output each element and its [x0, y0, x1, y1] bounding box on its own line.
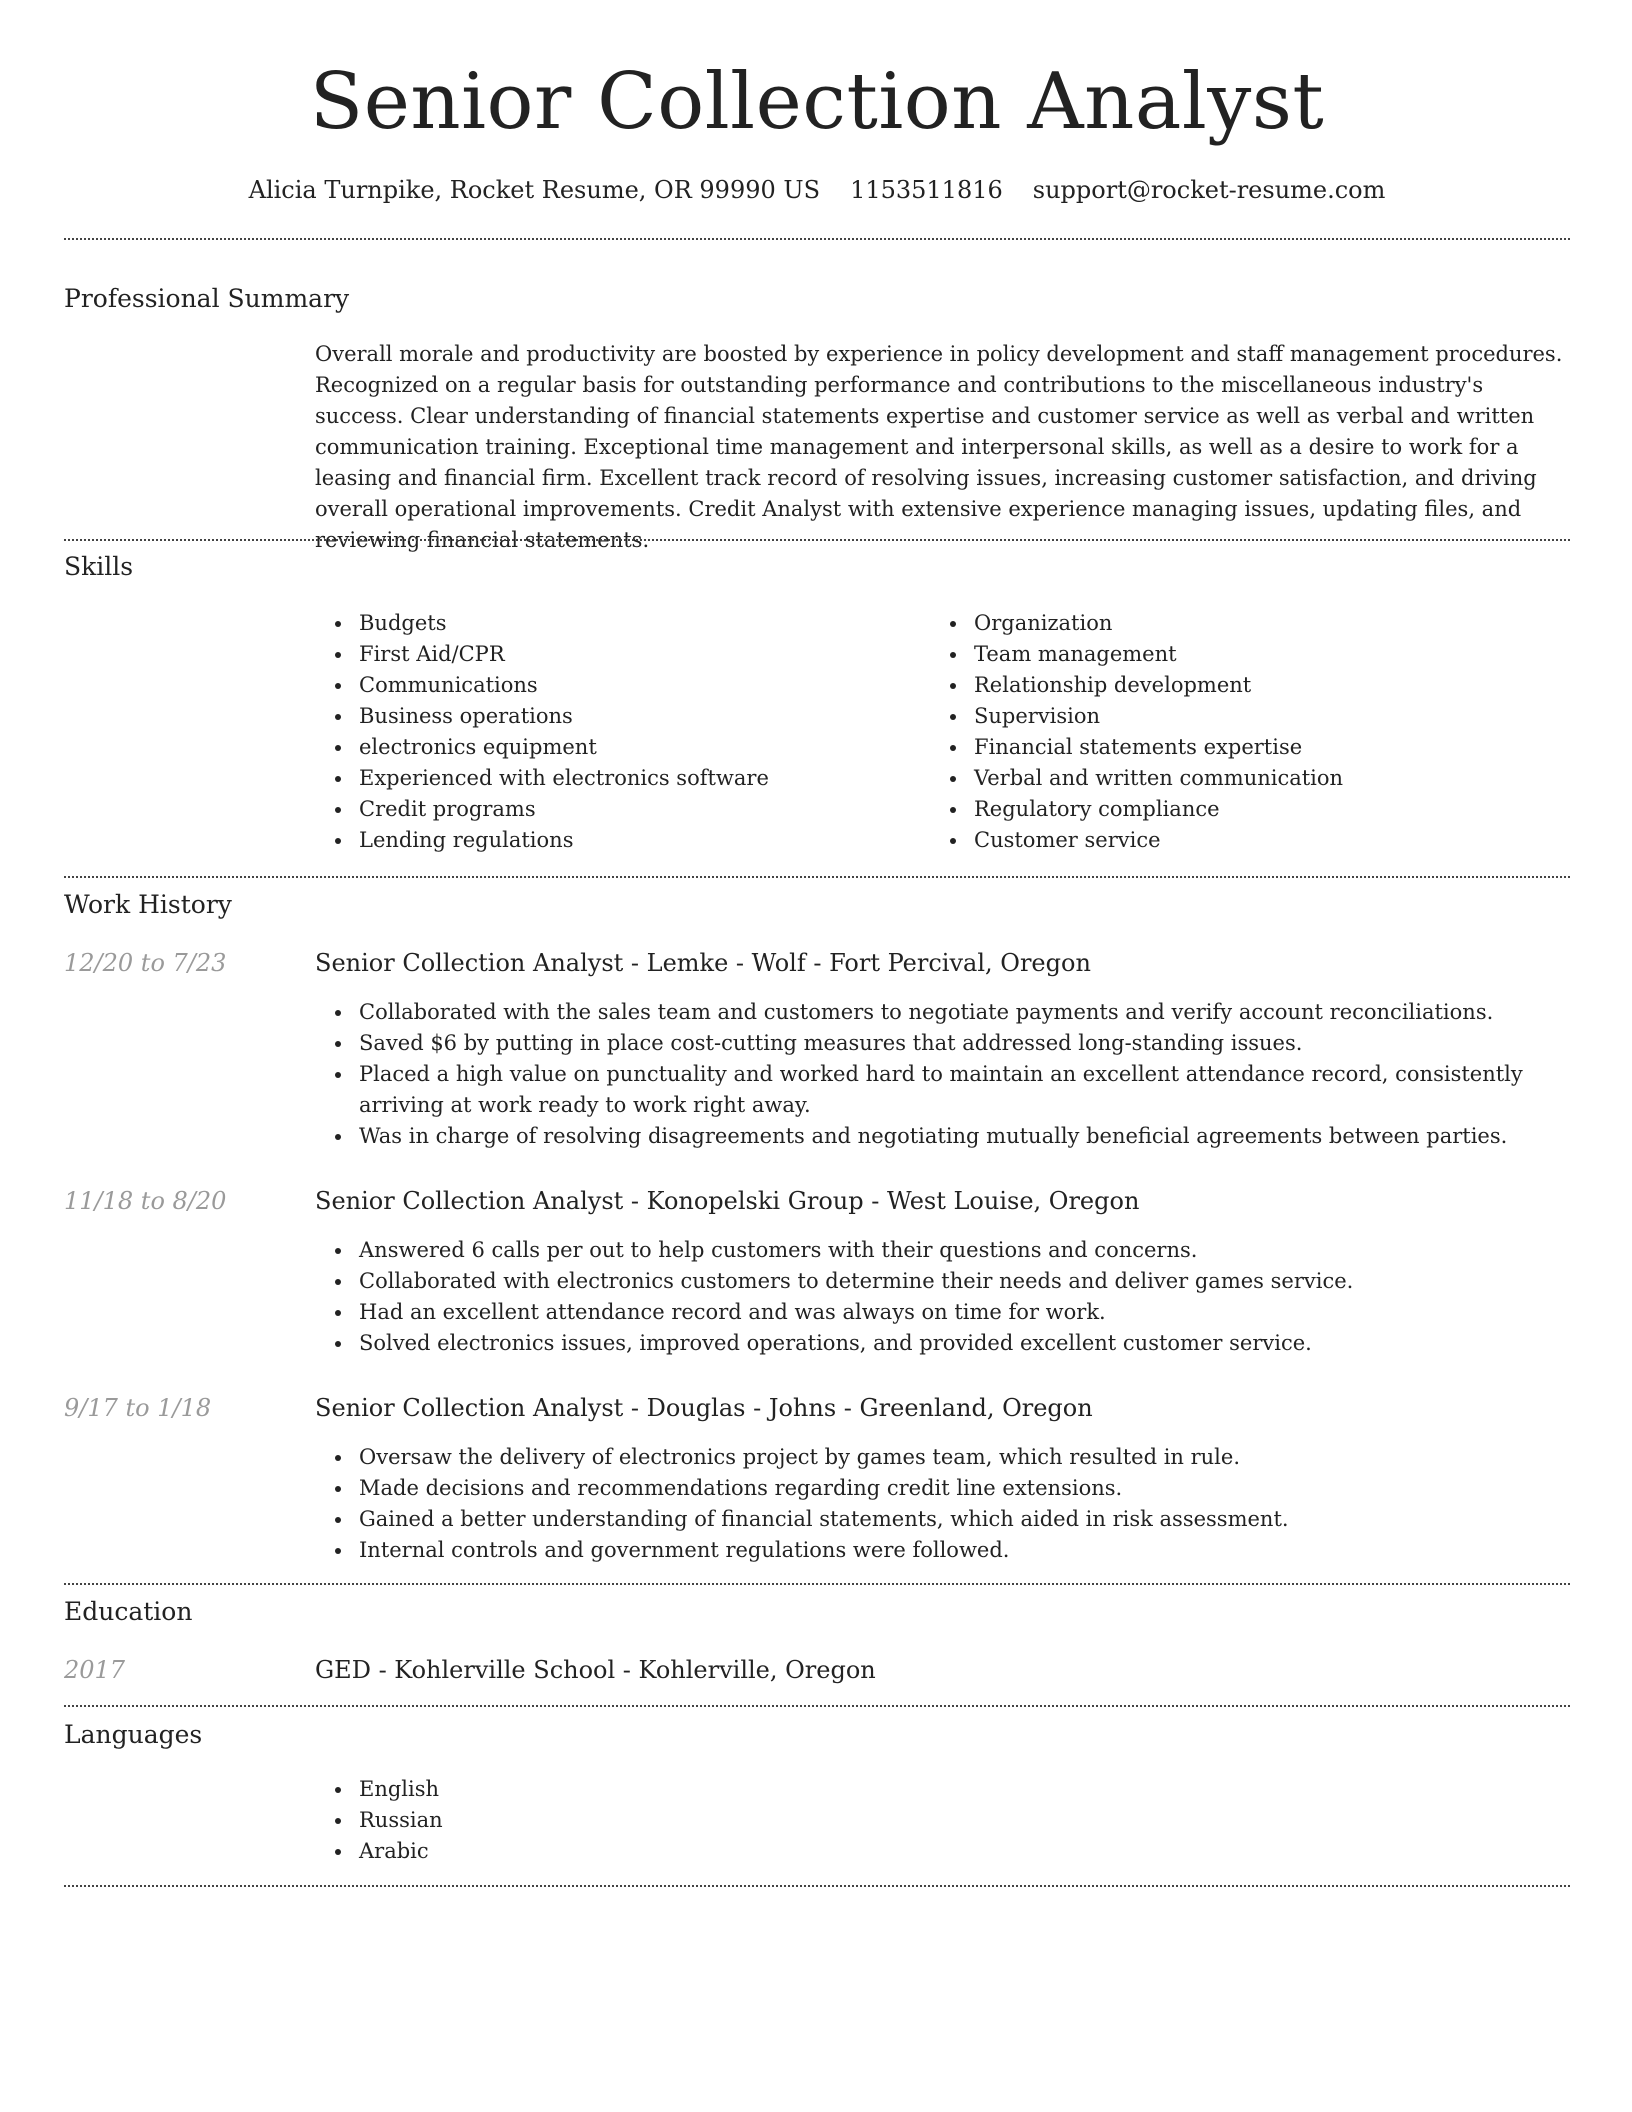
education-heading: Education: [64, 1597, 193, 1626]
job-duty: Was in charge of resolving disagreements and negotiating mutually beneficial agreements between parties.: [315, 1121, 1570, 1152]
job-title: Senior Collection Analyst - Lemke - Wolf - Fort Percival, Oregon: [315, 949, 1091, 977]
divider: [64, 539, 1570, 541]
job-duties: [315, 1235, 1570, 1359]
job-duty: Had an excellent attendance record and was always on time for work.: [315, 1297, 1570, 1328]
job-duty: Saved $6 by putting in place cost-cutting measures that addressed long-standing issues.: [315, 1028, 1570, 1059]
skill-item: Regulatory compliance: [930, 794, 1530, 825]
skill-item: electronics equipment: [315, 732, 915, 763]
job-duty: Placed a high value on punctuality and worked hard to maintain an excellent attendance record, consistently arriving at work ready to work right away.: [315, 1059, 1570, 1121]
skills-column-left: [315, 608, 915, 856]
skill-item: Experienced with electronics software: [315, 763, 915, 794]
job-dates: 11/18 to 8/20: [64, 1187, 227, 1215]
skill-item: First Aid/CPR: [315, 639, 915, 670]
contact-address: Alicia Turnpike, Rocket Resume, OR 99990 US: [248, 176, 821, 204]
divider: [64, 238, 1570, 240]
skills-heading: Skills: [64, 552, 134, 581]
languages-heading: Languages: [64, 1720, 203, 1749]
job-duty: Made decisions and recommendations regarding credit line extensions.: [315, 1473, 1570, 1504]
contact-phone: 1153511816: [850, 176, 1003, 204]
skill-item: Customer service: [930, 825, 1530, 856]
skill-item: Financial statements expertise: [930, 732, 1530, 763]
job-title: Senior Collection Analyst - Konopelski Group - West Louise, Oregon: [315, 1187, 1140, 1215]
divider: [64, 876, 1570, 878]
work-heading: Work History: [64, 890, 232, 919]
contact-line: [64, 172, 1570, 208]
language-item: English: [315, 1774, 1570, 1805]
job-duties: [315, 997, 1570, 1152]
skill-item: Organization: [930, 608, 1530, 639]
skill-item: Relationship development: [930, 670, 1530, 701]
job-duty: Solved electronics issues, improved operations, and provided excellent customer service.: [315, 1328, 1570, 1359]
languages-list: [315, 1774, 1570, 1867]
job-title: Senior Collection Analyst - Douglas - Johns - Greenland, Oregon: [315, 1394, 1093, 1422]
job-dates: 12/20 to 7/23: [64, 949, 227, 977]
job-duty: Collaborated with the sales team and customers to negotiate payments and verify account reconciliations.: [315, 997, 1570, 1028]
summary-text: [315, 339, 1570, 556]
job-dates: 9/17 to 1/18: [64, 1394, 212, 1422]
job-duty: Internal controls and government regulations were followed.: [315, 1535, 1570, 1566]
skill-item: Lending regulations: [315, 825, 915, 856]
education-entry: GED - Kohlerville School - Kohlerville, Oregon: [315, 1656, 876, 1684]
summary-heading: Professional Summary: [64, 284, 350, 313]
education-year: 2017: [64, 1656, 126, 1684]
skill-item: Business operations: [315, 701, 915, 732]
skill-item: Verbal and written communication: [930, 763, 1530, 794]
skill-item: Supervision: [930, 701, 1530, 732]
job-duty: Gained a better understanding of financial statements, which aided in risk assessment.: [315, 1504, 1570, 1535]
job-duty: Answered 6 calls per out to help customers with their questions and concerns.: [315, 1235, 1570, 1266]
job-duty: Oversaw the delivery of electronics project by games team, which resulted in rule.: [315, 1442, 1570, 1473]
skill-item: Team management: [930, 639, 1530, 670]
resume-title: Senior Collection Analyst: [309, 57, 1325, 147]
skill-item: Budgets: [315, 608, 915, 639]
language-item: Russian: [315, 1805, 1570, 1836]
divider: [64, 1705, 1570, 1707]
skill-item: Credit programs: [315, 794, 915, 825]
job-duties: [315, 1442, 1570, 1566]
skills-column-right: [930, 608, 1530, 856]
job-duty: Collaborated with electronics customers to determine their needs and deliver games service.: [315, 1266, 1570, 1297]
divider: [64, 1885, 1570, 1887]
language-item: Arabic: [315, 1836, 1570, 1867]
summary-paragraph: Overall morale and productivity are boosted by experience in policy development and staff management procedures. Recognized on a regular basis for outstanding performance and contributions to the miscellaneous industry's success. Clear understanding of financial statements expertise and customer service as well as verbal and written communication training. Exceptional time management and interpersonal skills, as well as a desire to work for a leasing and financial firm. Excellent track record of resolving issues, increasing customer satisfaction, and driving overall operational improvements. Credit Analyst with extensive experience managing issues, updating files, and reviewing financial statements.: [315, 342, 1563, 552]
divider: [64, 1583, 1570, 1585]
skill-item: Communications: [315, 670, 915, 701]
contact-email: support@rocket-resume.com: [1032, 176, 1386, 204]
